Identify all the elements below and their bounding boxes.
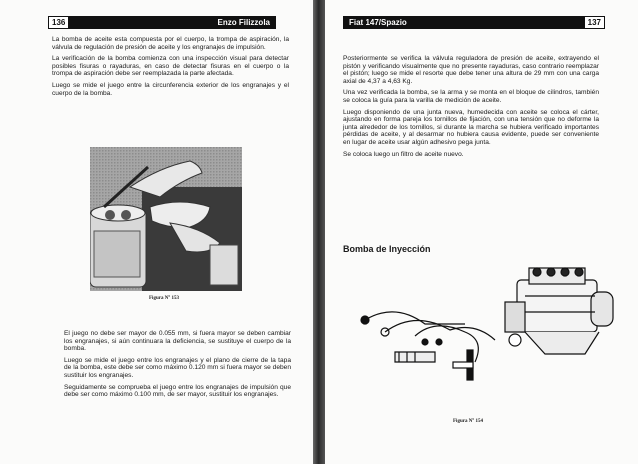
book-gutter (313, 0, 325, 464)
paragraph: Se coloca luego un filtro de aceite nuevo. (343, 150, 464, 158)
left-header-author: Enzo Filizzola (217, 18, 270, 27)
paragraph: Posteriormente se verifica la válvula reguladora de presión de aceite, extrayendo el pistón y verificando visualmente que no presente rayaduras, caso contrario reemplazar el pistón; luego se mide el resorte que debe tener una altura de 29 mm con una carga axial de 4,37 a 4,63 Kg. (343, 55, 599, 85)
left-text-bottom (64, 330, 291, 403)
right-page-header (343, 16, 603, 29)
figure-153-caption: Figura N° 153 (149, 296, 180, 301)
right-page-number: 137 (584, 16, 605, 29)
left-page-header (50, 16, 276, 29)
paragraph: Seguidamente se comprueba el juego entre los engranajes de impulsión que debe ser como máximo 0.100 mm, de ser mayor, sustituir los engranajes. (64, 383, 291, 399)
paragraph: Luego disponiendo de una junta nueva, humedecida con aceite se coloca el cárter, ajustando en forma pareja los tornillos de fijación, con una tensión que no deforme la junta alrededor de los tornillos, si durante la marcha se hubiera verificado importantes pérdidas de aceite, y al desarmar no hubiera causa evidente, puede ser conveniente en lugar de aceite usar algún adhesivo pega junta. (343, 108, 599, 146)
figure-153-photo (90, 147, 242, 291)
right-text (343, 55, 599, 162)
left-page-number: 136 (48, 16, 69, 29)
paragraph: La bomba de aceite esta compuesta por el cuerpo, la trompa de aspiración, la válvula de regulación de presión de aceite y los engranajes de impulsión. (52, 36, 289, 51)
paragraph: Una vez verificada la bomba, se la arma y se monta en el bloque de cilindros, también se coloca la guía para la varilla de medición de aceite. (343, 89, 599, 104)
figure-154-caption: Figura N° 154 (453, 419, 484, 424)
right-header-title: Fiat 147/Spazio (349, 18, 407, 27)
left-text-top (52, 36, 289, 101)
paragraph: La verificación de la bomba comienza con una inspección visual para detectar posibles fisuras o rayaduras, en caso de detectar fisuras en el cuerpo o la trompa de aspiración debe ser reemplazada la parte afectada. (52, 55, 289, 78)
paragraph: Luego se mide el juego entre la circunferencia exterior de los engranajes y el cuerpo de la bomba. (52, 81, 289, 97)
figure-154-drawing (355, 262, 617, 390)
paragraph: El juego no debe ser mayor de 0.055 mm, si fuera mayor se deben cambiar los engranajes, si aún continuara la deficiencia, se sustituye el cuerpo de la bomba. (64, 330, 291, 353)
section-heading: Bomba de Inyección (343, 244, 431, 254)
paragraph: Luego se mide el juego entre los engranajes y el plano de cierre de la tapa de la bomba, este debe ser como máximo 0.120 mm si fuera mayor se deben sustituir los engranajes. (64, 356, 291, 379)
